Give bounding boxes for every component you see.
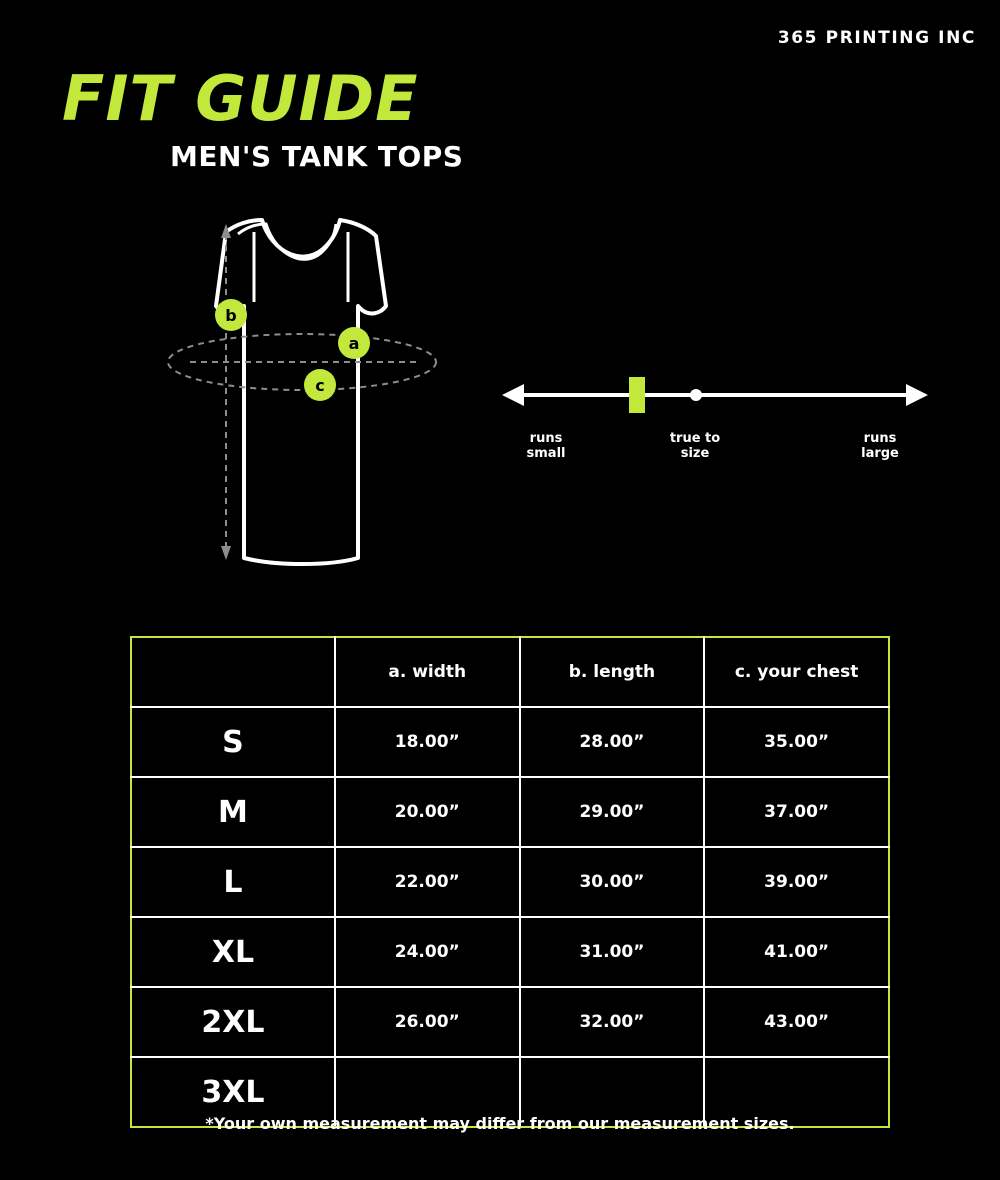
- cell-chest: 35.00”: [704, 707, 889, 777]
- cell-size: XL: [131, 917, 335, 987]
- tank-top-illustration: [130, 210, 490, 600]
- cell-width: 18.00”: [335, 707, 520, 777]
- fit-scale-axis: [500, 360, 930, 430]
- header-cell-length: b. length: [520, 637, 705, 707]
- runs-small-line2: small: [526, 445, 566, 461]
- marker-c-label: c: [315, 376, 325, 395]
- fit-scale-label-true-to-size: [650, 432, 740, 462]
- cell-size: 3XL: [131, 1057, 335, 1127]
- cell-width: 26.00”: [335, 987, 520, 1057]
- table-row: [131, 917, 889, 987]
- runs-small-line1: runs: [529, 431, 563, 446]
- true-to-size-dot: [690, 389, 702, 401]
- marker-b-label: b: [225, 306, 237, 325]
- cell-size: L: [131, 847, 335, 917]
- fit-scale-label-runs-small: [506, 432, 586, 462]
- cell-size: 2XL: [131, 987, 335, 1057]
- page-title: FIT GUIDE: [62, 62, 419, 135]
- cell-size: S: [131, 707, 335, 777]
- fit-scale-label-runs-large: [840, 432, 920, 462]
- cell-chest: 39.00”: [704, 847, 889, 917]
- fit-indicator: [629, 377, 645, 413]
- cell-width: 24.00”: [335, 917, 520, 987]
- table-header-row: [131, 637, 889, 707]
- table-row: [131, 847, 889, 917]
- cell-length: 32.00”: [520, 987, 705, 1057]
- runs-large-line1: runs: [863, 431, 897, 446]
- cell-length: 30.00”: [520, 847, 705, 917]
- cell-chest: 43.00”: [704, 987, 889, 1057]
- table-row: [131, 777, 889, 847]
- cell-width: 20.00”: [335, 777, 520, 847]
- true-to-size-line2: size: [680, 445, 710, 461]
- table-row: [131, 987, 889, 1057]
- arrow-left-icon: [502, 384, 524, 406]
- brand-name: 365 PRINTING INC: [777, 28, 976, 48]
- arrow-right-icon: [906, 384, 928, 406]
- cell-size: M: [131, 777, 335, 847]
- cell-length: 31.00”: [520, 917, 705, 987]
- table-row: [131, 707, 889, 777]
- fit-scale: [500, 360, 930, 480]
- header-cell-width: a. width: [335, 637, 520, 707]
- marker-a-label: a: [348, 334, 360, 353]
- true-to-size-line1: true to: [669, 431, 721, 446]
- cell-length: 28.00”: [520, 707, 705, 777]
- header-cell-chest: c. your chest: [704, 637, 889, 707]
- cell-chest: 37.00”: [704, 777, 889, 847]
- page-subtitle: MEN'S TANK TOPS: [170, 140, 464, 173]
- header-cell-blank: [131, 637, 335, 707]
- cell-chest: 41.00”: [704, 917, 889, 987]
- runs-large-line2: large: [861, 445, 899, 461]
- size-chart-table: [130, 636, 890, 1128]
- tank-top-diagram: [130, 210, 490, 600]
- footnote: *Your own measurement may differ from our measurement sizes.: [205, 1114, 795, 1133]
- cell-width: 22.00”: [335, 847, 520, 917]
- cell-length: 29.00”: [520, 777, 705, 847]
